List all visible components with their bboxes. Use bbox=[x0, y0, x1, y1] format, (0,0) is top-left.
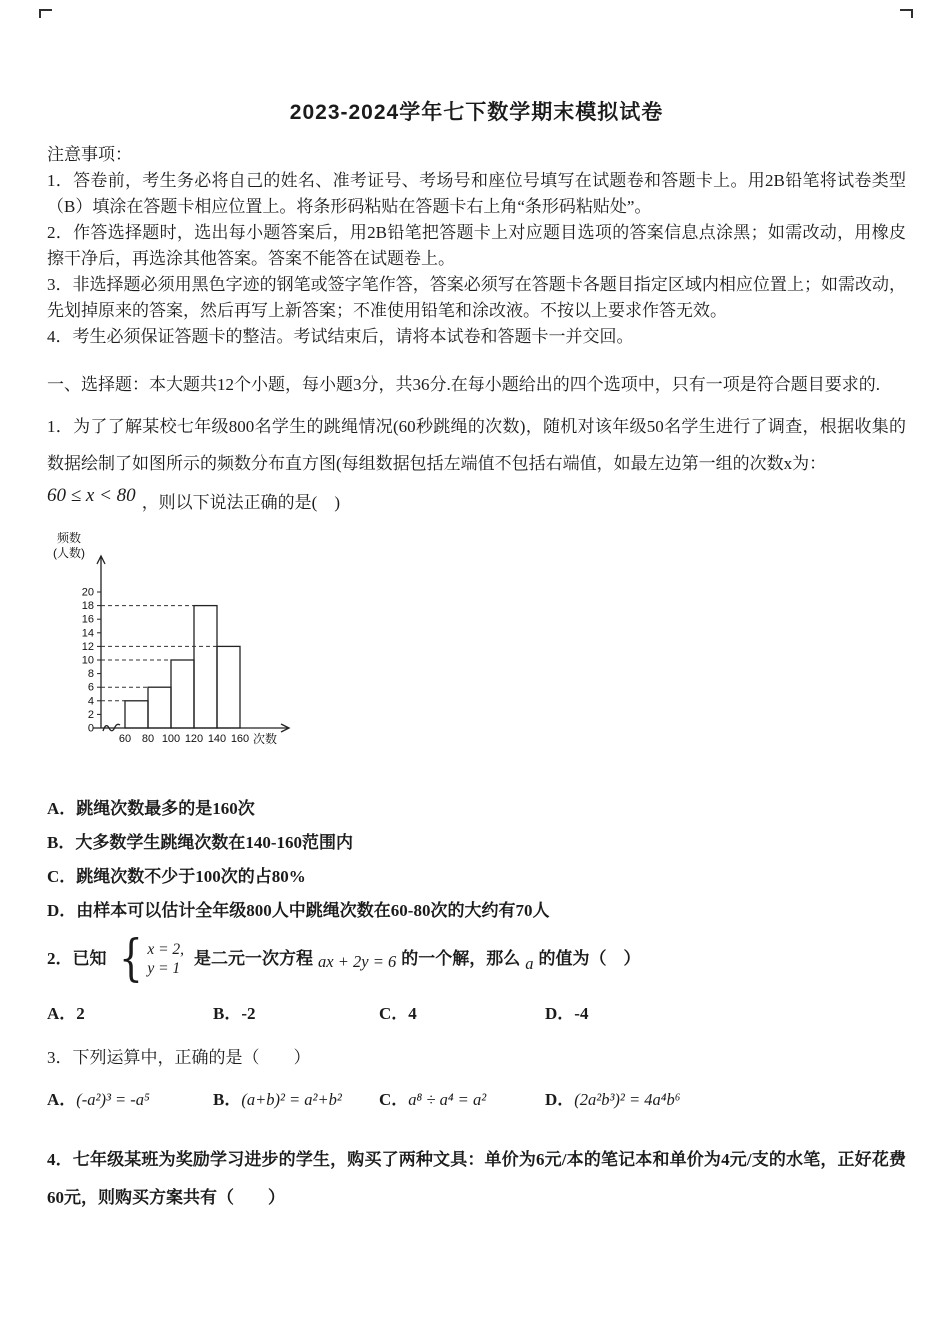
q2-option-c-text: 4 bbox=[408, 1004, 417, 1023]
q2-variable: a bbox=[525, 953, 534, 973]
svg-text:14: 14 bbox=[81, 627, 94, 640]
q1-option-a bbox=[47, 796, 906, 822]
q2-system-line2: y = 1 bbox=[147, 959, 181, 977]
q2-option-d-label: D． bbox=[545, 1004, 575, 1023]
notice-item-4: 4．考生必须保证答题卡的整洁。考试结束后，请将本试卷和答题卡一并交回。 bbox=[47, 327, 634, 346]
notice-item-2: 2．作答选择题时，选出每小题答案后，用2B铅笔把答题卡上对应题目选项的答案信息点涂黑；如需改动，用橡皮擦干净后，再选涂其他答案。答案不能答在试题卷上。 bbox=[47, 223, 906, 268]
q2-option-c-label: C． bbox=[379, 1004, 409, 1023]
x-axis-title: 次数 bbox=[253, 732, 278, 746]
q3-option-a-formula: (-a²)³ = -a⁵ bbox=[76, 1090, 150, 1109]
q1-option-c-label: C． bbox=[47, 867, 77, 886]
q3-option-c-label: C． bbox=[379, 1090, 409, 1109]
q2-option-d-text: -4 bbox=[574, 1004, 589, 1023]
svg-text:20: 20 bbox=[81, 586, 94, 599]
q2-option-b bbox=[213, 1001, 379, 1027]
svg-text:140: 140 bbox=[207, 733, 227, 745]
question-2-options bbox=[47, 1001, 906, 1027]
svg-text:16: 16 bbox=[81, 613, 94, 626]
y-axis-title-line2: (人数) bbox=[53, 546, 85, 560]
q3-option-b-formula: (a+b)² = a²+b² bbox=[241, 1090, 342, 1109]
page-title: 2023-2024学年七下数学期末模拟试卷 bbox=[289, 101, 664, 124]
question-3-options bbox=[47, 1087, 906, 1113]
svg-text:80: 80 bbox=[141, 733, 155, 745]
q3-option-a bbox=[47, 1087, 213, 1113]
q2-equation: ax + 2y = 6 bbox=[318, 951, 397, 971]
q3-option-b bbox=[213, 1087, 379, 1113]
q1-option-c-text: 跳绳次数不少于100次的占80% bbox=[76, 867, 306, 886]
svg-text:4: 4 bbox=[87, 695, 94, 708]
q1-option-d-text: 由样本可以估计全年级800人中跳绳次数在60-80次的大约有70人 bbox=[76, 901, 550, 920]
svg-text:18: 18 bbox=[81, 600, 94, 613]
histogram-figure bbox=[39, 526, 906, 776]
q2-suffix: 的值为（ ） bbox=[538, 948, 641, 968]
svg-text:60: 60 bbox=[118, 733, 132, 745]
notice-item-1: 1．答卷前，考生务必将自己的姓名、准考证号、考场号和座位号填写在试题卷和答题卡上。用2B铅笔将试卷类型（B）填涂在答题卡相应位置上。将条形码粘贴在答题卡右上角“条形码粘贴处”。 bbox=[47, 171, 906, 216]
q3-option-c-formula: a⁸ ÷ a⁴ = a² bbox=[408, 1090, 487, 1109]
q1-option-a-label: A． bbox=[47, 799, 77, 818]
svg-text:2: 2 bbox=[87, 708, 94, 721]
q2-option-c bbox=[379, 1001, 545, 1027]
svg-text:100: 100 bbox=[161, 733, 181, 745]
question-4-stem: 4．七年级某班为奖励学习进步的学生，购买了两种文具：单价为6元/本的笔记本和单价为4元/支的水笔，正好花费60元，则购买方案共有（ ） bbox=[47, 1150, 906, 1207]
q2-option-a bbox=[47, 1001, 213, 1027]
svg-text:0: 0 bbox=[87, 722, 94, 735]
q3-option-d bbox=[545, 1087, 680, 1113]
question-1-options bbox=[47, 796, 906, 924]
histogram-bars bbox=[82, 587, 249, 746]
q1-option-c bbox=[47, 864, 906, 890]
q2-option-b-label: B． bbox=[213, 1004, 242, 1023]
q2-option-a-text: 2 bbox=[76, 1004, 85, 1023]
y-axis-title-line1: 频数 bbox=[56, 531, 82, 545]
q1-formula-suffix: ，则以下说法正确的是( ) bbox=[141, 493, 341, 512]
q1-option-d bbox=[47, 898, 906, 924]
q2-option-a-label: A． bbox=[47, 1004, 77, 1023]
svg-text:120: 120 bbox=[184, 733, 204, 745]
q1-option-a-text: 跳绳次数最多的是160次 bbox=[76, 799, 255, 818]
q2-mid2: 的一个解，那么 bbox=[401, 948, 521, 968]
svg-text:160: 160 bbox=[230, 733, 250, 745]
question-2-stem bbox=[47, 929, 906, 987]
question-3-stem: 3．下列运算中，正确的是（ ） bbox=[47, 1048, 311, 1067]
q2-system-line1: x = 2, bbox=[147, 940, 185, 958]
q2-option-d bbox=[545, 1001, 588, 1027]
notice-heading: 注意事项： bbox=[47, 145, 132, 164]
q2-prefix: 2．已知 bbox=[47, 948, 107, 968]
q3-option-a-label: A． bbox=[47, 1090, 77, 1109]
left-brace: { bbox=[118, 929, 143, 987]
q2-option-b-text: -2 bbox=[241, 1004, 256, 1023]
q3-option-d-formula: (2a²b³)² = 4a⁴b⁶ bbox=[574, 1090, 681, 1109]
q3-option-d-label: D． bbox=[545, 1090, 575, 1109]
question-1-stem: 1．为了了解某校七年级800名学生的跳绳情况(60秒跳绳的次数)，随机对该年级50名学生进行了调查，根据收集的数据绘制了如图所示的频数分布直方图(每组数据包括左端值不包括右端值，如最左边第一组的次数x为： bbox=[47, 417, 906, 473]
q1-option-b-text: 大多数学生跳绳次数在140-160范围内 bbox=[75, 833, 354, 852]
notice-item-3: 3．非选择题必须用黑色字迹的钢笔或签字笔作答，答案必须写在答题卡各题目指定区域内相应位置上；如需改动，先划掉原来的答案，然后再写上新答案；不准使用铅笔和涂改液。不按以上要求作答无效。 bbox=[47, 275, 906, 320]
q2-mid1: 是二元一次方程 bbox=[194, 948, 314, 968]
q2-equation-system bbox=[147, 940, 184, 978]
crop-mark-top-left bbox=[39, 9, 52, 18]
q3-option-b-label: B． bbox=[213, 1090, 242, 1109]
svg-text:8: 8 bbox=[87, 668, 94, 681]
q1-inequality-formula: 60 ≤ x < 80 bbox=[47, 485, 136, 506]
q1-option-b bbox=[47, 830, 906, 856]
svg-text:10: 10 bbox=[81, 654, 94, 667]
q1-option-d-label: D． bbox=[47, 901, 77, 920]
question-1-formula-line bbox=[47, 485, 906, 516]
q3-option-c bbox=[379, 1087, 545, 1113]
svg-text:6: 6 bbox=[87, 681, 94, 694]
crop-mark-top-right bbox=[900, 9, 913, 18]
section-one-heading: 一、选择题：本大题共12个小题，每小题3分，共36分.在每小题给出的四个选项中，只有一项是符合题目要求的. bbox=[47, 375, 880, 394]
svg-text:12: 12 bbox=[81, 640, 94, 653]
frequency-histogram bbox=[39, 526, 329, 768]
q1-option-b-label: B． bbox=[47, 833, 76, 852]
